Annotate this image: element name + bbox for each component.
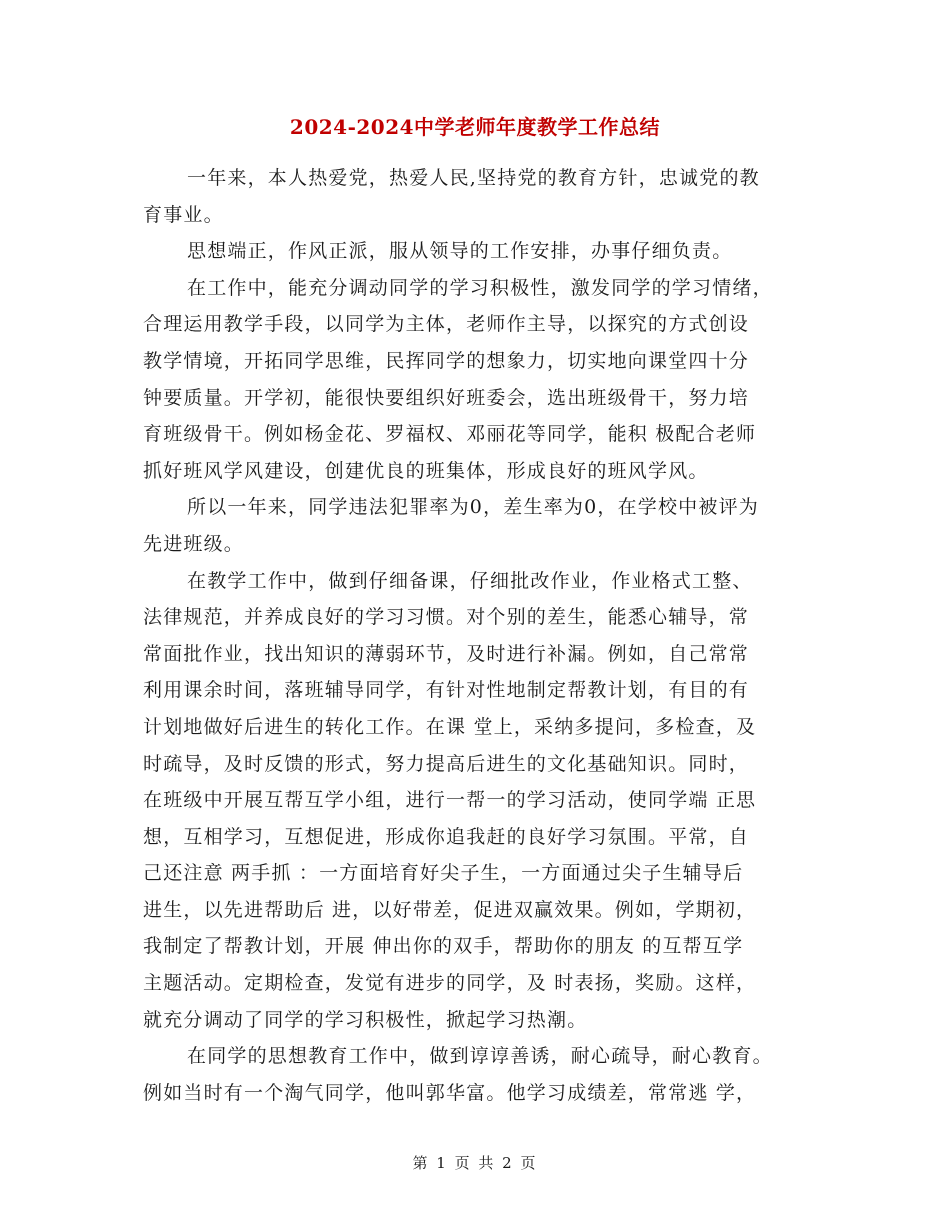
text-line: 育事业。: [143, 203, 224, 226]
document-body: [143, 160, 813, 1111]
text-line: 所以一年来，同学违法犯罪率为0，差生率为0，在学校中被评为: [187, 496, 759, 519]
document-title: 2024-2024中学老师年度教学工作总结: [289, 115, 661, 139]
page-footer: 第 1 页 共 2 页: [412, 1154, 538, 1172]
text-line: 一年来，本人热爱党，热爱人民,坚持党的教育方针，忠诚党的教: [187, 167, 760, 189]
text-line: 就充分调动了同学的学习积极性，掀起学习热潮。: [143, 1008, 588, 1031]
text-line: 思想端正，作风正派，服从领导的工作安排，办事仔细负责。: [187, 240, 733, 263]
text-line: 在班级中开展互帮互学小组，进行一帮一的学习活动，使同学端 正思: [143, 789, 757, 812]
text-line: 合理运用教学手段，以同学为主体，老师作主导，以探究的方式创设: [143, 313, 750, 336]
text-line: 例如当时有一个淘气同学，他叫郭华富。他学习成绩差，常常逃 学，: [143, 1081, 757, 1104]
text-line: 主题活动。定期检查，发觉有进步的同学，及 时表扬，奖励。这样，: [143, 972, 757, 995]
text-line: 育班级骨干。例如杨金花、罗福权、邓丽花等同学，能积 极配合老师: [143, 423, 757, 446]
text-line: 利用课余时间，落班辅导同学，有针对性地制定帮教计划，有目的有: [143, 679, 750, 702]
text-line: 时疏导，及时反馈的形式，努力提高后进生的文化基础知识。同时，: [143, 752, 750, 775]
text-line: 常面批作业，找出知识的薄弱环节，及时进行补漏。例如，自己常常: [143, 642, 750, 665]
text-line: 计划地做好后进生的转化工作。在课 堂上，采纳多提问，多检查，及: [143, 715, 757, 738]
text-line: 在同学的思想教育工作中，做到谆谆善诱，耐心疏导，耐心教育。: [187, 1045, 773, 1068]
text-line: 抓好班风学风建设，创建优良的班集体，形成良好的班风学风。: [143, 459, 709, 482]
text-line: 教学情境，开拓同学思维，民挥同学的想象力，切实地向课堂四十分: [143, 349, 750, 372]
text-line: 想，互相学习，互想促进，形成你追我赶的良好学习氛围。平常，自: [143, 825, 750, 848]
text-line: 我制定了帮教计划，开展 伸出你的双手，帮助你的朋友 的互帮互学: [143, 935, 744, 958]
text-line: 钟要质量。开学初，能很快要组织好班委会，选出班级骨干，努力培: [143, 386, 750, 409]
text-line: 进生，以先进帮助后 进，以好带差，促进双赢效果。例如，学期初，: [143, 898, 757, 921]
text-line: 己还注意 两手抓 ：一方面培育好尖子生，一方面通过尖子生辅导后: [143, 862, 744, 885]
text-line: 法律规范，并养成良好的学习习惯。对个别的差生，能悉心辅导，常: [143, 606, 750, 629]
text-line: 先进班级。: [143, 532, 245, 555]
text-line: 在教学工作中，做到仔细备课，仔细批改作业，作业格式工整、: [187, 569, 753, 592]
text-line: 在工作中，能充分调动同学的学习积极性，激发同学的学习情绪，: [187, 276, 773, 299]
